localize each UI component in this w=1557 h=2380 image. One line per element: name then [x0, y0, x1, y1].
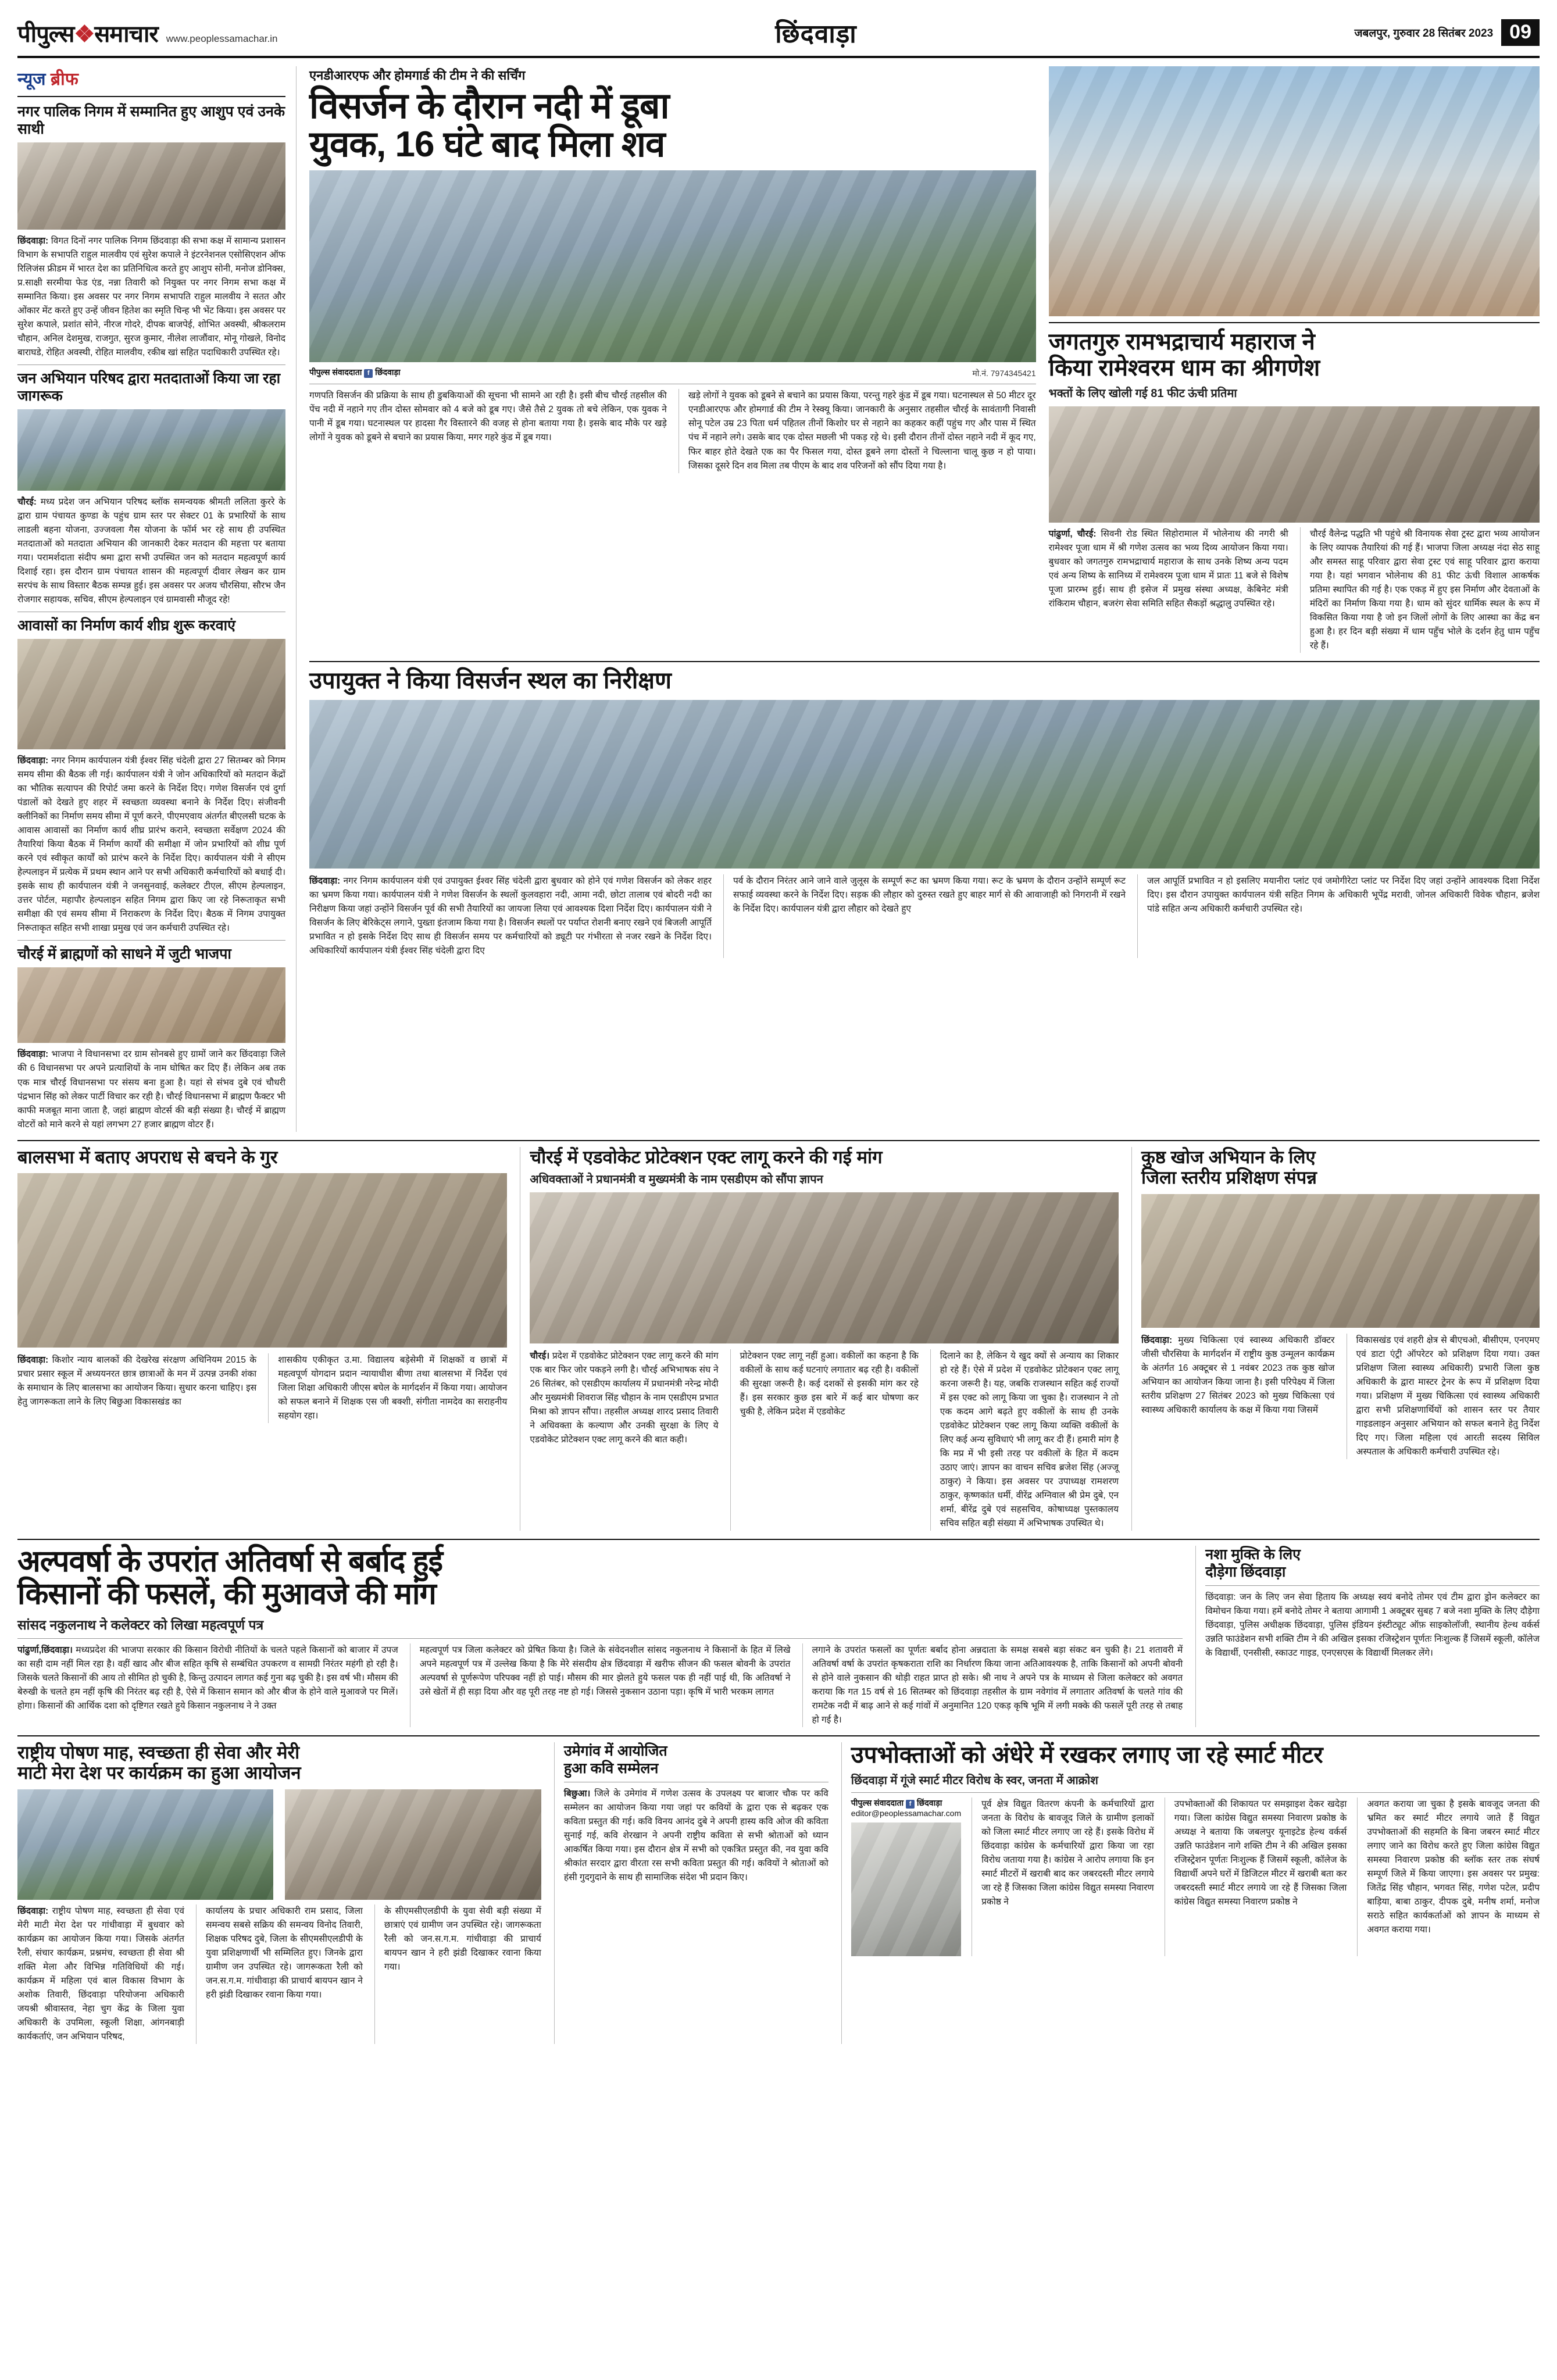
poshan-photo-2: [285, 1789, 541, 1900]
kusht-col1: [1141, 1334, 1335, 1459]
farmers-headline-line1: अल्पवर्षा के उपरांत अतिवर्षा से बर्बाद हुई: [17, 1545, 443, 1579]
nasha-story: [1195, 1546, 1540, 1727]
temple-dateline: पांढुर्णा, चौरई:: [1048, 528, 1097, 539]
inspection-col3: जल आपूर्ति प्रभावित न हो इसलिए मयानीरा प्लांट एवं जमोगीरेटा प्लांट पर निर्देश दिए जहां उन्होंने आवश्यक दिशा निर्देश दिए। इस दौरान उपायुक्त कार्यपालन यंत्री सहित निगम के अधिकारी भूपेंद्र मरावी, जोनल अधिकारी विवेक चौहान, ब्रजेश पांडे सहित अन्य अधिकारी कर्मचारी उपस्थित रहे।: [1137, 874, 1540, 958]
temple-subhead: भक्तों के लिए खोली गई 81 फीट ऊंची प्रतिमा: [1048, 387, 1237, 400]
farmers-col1: [17, 1643, 398, 1727]
advocate-headline: चौरई में एडवोकेट प्रोटेक्शन एक्ट लागू करने की गई मांग: [530, 1146, 883, 1167]
brief-headline: जन अभियान परिषद द्वारा मतदाताओं किया जा रहा जागरूक: [17, 370, 281, 405]
publication-logo: [17, 17, 158, 49]
lead-byline-text: पीपुल्स संवाददाता: [309, 367, 362, 377]
lead-col1: गणपति विसर्जन की प्रक्रिया के साथ ही डुबकियाओं की सूचना भी सामने आ रही है। इसी बीच चौरई तहसील की पेंच नदी में नहाने गए तीन दोस्त सोमवार को 4 बजे को डूब गए। जैसे तैसे 2 युवक तो बचे लेकिन, एक युवक ने पानी में डूब गया। घटनास्थल पर हादसा गैर विस्तारने की वजह से होना बताया गया है। इसके बाद मौके पर खड़े लोगों ने युवक को डूबने से बचाने का प्रयास किया, मगर गहरे कुंड में डूब गया।: [309, 391, 667, 443]
logo-diamond-icon: ❖: [74, 21, 95, 47]
temple-col2: चौरई वैलेन्द्र पद्धति भी पहुंचे श्री विनायक सेवा ट्रस्ट द्वारा भव्य आयोजन के लिए व्यापक तैयारियां की गई हैं। भाजपा जिला अध्यक्ष नंदा सेठ साहू और समस्त साहू परिवार द्वारा सेवा ट्रस्ट एवं साहू परिवार द्वारा कराया गया है। यहां भगवान भोलेनाथ की 81 फीट ऊंची विशाल आकर्षक प्रतिमा स्थापित की गई है। एक एकड़ में हुए इस निर्माण और देवताओं के मंदिरों का निर्माण किया गया है। धाम को सुंदर धार्मिक स्थल के रूप में विकसित किया गया है जो इन जिलों लोगों के लिए आस्था का केंद्र बन हुआ है। हर दिन बड़ी संख्या में धाम पहुँच भोले के दर्शन हेतु धाम पहुँच रहे हैं।: [1300, 527, 1540, 653]
inspection-headline: उपायुक्त ने किया विसर्जन स्थल का निरीक्षण: [309, 667, 672, 694]
farmers-dateline: पांढुर्णा,छिंदवाड़ा।: [17, 1645, 73, 1655]
brief-body-text: विगत दिनों नगर पालिक निगम छिंदवाड़ा की सभा कक्ष में सामान्य प्रशासन विभाग के सभापति राहुल मालवीय एवं सुरेश कपाले ने इंटरनेशनल एसोसिएशन ऑफ रिलिजंस फ्रीडम में भारत देश का प्रतिनिधित्व करते हुए आशुप सोनी, मनोज डोनिक्स, प्र.साक्षी सरमीया फेड एंड, नन्ना तिवारी को नियुक्त पर नगर निगम सभा कक्ष में सम्मानित किया। इस अवसर पर नगर निगम सभापति राहुल मालवीय ने सतत और ओंकार मेंट करते हुए उन्हें जीवन हितेश का स्मृति चिन्ह भी भेंट किया। इस अवसर पर सुरेश कपाले, प्रशांत सोने, नीरज गोदरे, दीपक बाजपेई, शोभित अवस्थी, श्रीकलराम चौहान, अनिल देशमुख, राजगुत, सुरज कुमार, नीलेश लाजौंवार, मोनू गोखले, विनोद बाराघडे, रोहित अवस्थी, रोहित मालवीय, रकीब खां सहित पदाधिकारी उपस्थित रहे।: [17, 236, 285, 358]
brief-dateline: चौरई:: [17, 497, 37, 508]
poshan-col1-text: राष्ट्रीय पोषण माह, स्वच्छता ही सेवा एवं मेरी माटी मेरा देश पर गांधीवाड़ा में बुधवार को कार्यक्रम का आयोजन किया गया। जिसके अंतर्गत रैली, संचार कार्यक्रम, प्रश्नमंच, स्वच्छता ही सेवा श्री शक्ति मेला और विभिन्न गतिविधियों की गई। कार्यक्रम में महिला एवं बाल विकास विभाग के अशोक तिवारी, छिंदवाड़ा परियोजना अधिकारी जयश्री श्रीवास्तव, नेहा चुग केंद्र के जिला युवा अधिकारी के उपमिला, स्कूली शिक्षा, आंगनबाड़ी कार्यकर्ताएं, जन अभियान परिषद,: [17, 1906, 184, 2042]
nasha-headline-line2: दौड़ेगा छिंदवाड़ा: [1205, 1564, 1286, 1581]
inspection-dateline: छिंदवाड़ा:: [309, 875, 341, 886]
balsabha-headline: बालसभा में बताए अपराध से बचने के गुर: [17, 1146, 278, 1167]
meter-headline: उपभोक्ताओं को अंधेरे में रखकर लगाए जा रहे स्मार्ट मीटर: [851, 1742, 1323, 1768]
lead-byline: [309, 367, 401, 378]
kavi-body: [564, 1787, 829, 1885]
lead-byline-place: छिंदवाड़ा: [375, 367, 401, 377]
news-brief-title-part2: ब्रीफ: [50, 70, 78, 89]
brief-body-text: भाजपा ने विधानसभा दर ग्राम सोनबसे हुए ग्रामों जाने कर छिंदवाड़ा जिले की 6 विधानसभा पर अपने प्रत्याशियों के नाम घोषित कर दिए हैं। लेकिन अब तक एक मात्र चौरई विधानसभा पर संसय बना हुआ है। यहां से संभव दुबे एवं चौधरी पंद्रभान सिंह को लेकर पार्टी विचार कर रही है। चौरई विधानसभा में ब्राह्मण फैक्टर भी काफी मजबूत माना जाता है, जहां ब्राह्मण वोटर्स की बड़ी संख्या है। चौरई में ब्राह्मण वोटरों को माने करने से यहां लगभग 27 हजार ब्राह्मण वोटर हैं।: [17, 1049, 285, 1130]
temple-story: [1049, 66, 1540, 653]
brief-photo: [17, 142, 285, 230]
temple-headline-line1: जगतगुरु रामभद्राचार्य महाराज ने: [1048, 329, 1315, 355]
masthead-right: [1354, 19, 1540, 45]
balsabha-dateline: छिंदवाड़ा:: [17, 1355, 49, 1366]
inspection-col1: [309, 874, 712, 958]
farmers-headline-line2: किसानों की फसलें, की मुआवजे की मांग: [17, 1577, 436, 1611]
kavi-story: [554, 1742, 829, 2044]
temple-photo: [1049, 66, 1540, 316]
balsabha-col2: शासकीय एकीकृत उ.मा. विद्यालय बड़ेसेमी में शिक्षकों व छात्रों में महत्वपूर्ण योगदान प्रदान न्यायाधीश बीणा तथा बालसभा में निर्देश एवं जिला शिक्षा अधिकारी जीएस बघेल के मार्गदर्शन में किया गया। आयोजन को सफल बनाने में शिक्षक एस जी बक्शी, संगीता नामदेव का सराहनीय सहयोग रहा।: [268, 1353, 507, 1423]
facebook-icon[interactable]: f: [364, 369, 373, 378]
kusht-col1-text: मुख्य चिकित्सा एवं स्वास्थ्य अधिकारी डॉक्टर जीसी चौरसिया के मार्गदर्शन में राष्ट्रीय कुष्ठ उन्मूलन कार्यक्रम के अंतर्गत 16 अक्टूबर से 1 नवंबर 2023 तक कुष्ठ खोज अभियान का आयोजन किया जाना है। इसी परिपेक्ष्य में जिला स्तरीय प्रशिक्षण 27 सितंबर 2023 को मुख्य चिकित्सा एवं स्वास्थ्य अधिकारी कार्यालय के कक्ष में किया गया जिसमें: [1141, 1335, 1335, 1415]
kavi-dateline: बिछुआ।: [563, 1788, 591, 1799]
farmers-subhead: सांसद नकुलनाथ ने कलेक्टर को लिखा महत्वपूर्ण पत्र: [17, 1617, 264, 1632]
brief-body: [17, 754, 285, 935]
brief-dateline: छिंदवाड़ा:: [17, 236, 49, 246]
advocate-photo: [530, 1192, 1119, 1343]
poshan-story: [17, 1742, 541, 2044]
balsabha-col1: [17, 1353, 256, 1423]
farmers-col2: महत्वपूर्ण पत्र जिला कलेक्टर को प्रेषित किया है। जिले के संवेदनशील सांसद नकुलनाथ ने किसानों के हित में लिखे अपने महत्वपूर्ण पत्र में उल्लेख किया है कि मेरे संसदीय क्षेत्र छिंदवाड़ा में खरीफ सीजन की फसल बोवनी के उपरांत अल्पवर्षा से पूर्णरूपेण परिपक्व नहीं हो पाई। मौसम की मार झेलते हुये फसल पक ही नहीं पाई थी, कि अतिवर्षा ने उसे खेतों में ही सड़ा दिया और वह पूरी तरह नष्ट हो गई। जिससे नुकसान उठाना पड़ा। कृषि में भारी भरकम लागत: [410, 1643, 791, 1727]
farmers-col3: लगाने के उपरांत फसलों का पूर्णतः बर्बाद होना अन्नदाता के समक्ष सबसे बड़ा संकट बन चुकी है। 21 शतावरी में अतिवर्षा वर्षा के उपरांत कृषकराता राशि का निर्धारण किया जाना अतिआवश्यक है, ताकि किसानों को अपनी बोवनी से होने वाले नुकसान की थोड़ी राहत प्राप्त हो सके। श्री नाथ ने अपने पत्र के माध्यम से जिला कलेक्टर को अवगत कराया कि गत 15 वर्ष से 16 सितम्बर को छिंदवाड़ा तहसील के ग्राम नवेगांव में लगातार अतिवर्षा के चलते गांव की रामटेक नदी में बाढ़ आने से कई गांवों में अनुमानित 120 एकड़ कृषि भूमि में लगी मक्के की फसलें पूरी तरह से तबाह हो गई है।: [802, 1643, 1183, 1727]
poshan-headline-line1: राष्ट्रीय पोषण माह, स्वच्छता ही सेवा और मेरी: [17, 1742, 300, 1763]
meter-photo-block: [851, 1797, 961, 1956]
meter-col3: अवगत कराया जा चुका है इसके बावजूद जनता की भ्रमित कर स्मार्ट मीटर लगाये जाते हैं विद्युत उपभोक्ताओं की सहमति के बिना जबरन स्मार्ट मीटर लगाए जाने का विरोध करते हुए जिला कांग्रेस विद्युत समस्या निवारण प्रकोष्ठ की ब्लॉक स्तर तक संघर्ष सम्पूर्ण जिले में किया जाएगा। इस अवसर पर प्रमुख: जितेंद्र सिंह चौहान, भगवत सिंह, गणेश पटेल, प्रदीप बाड़िया, बाबा ठाकुर, दीपक दुबे, मनीष शर्मा, मनोज सराठे सहित कार्यकर्ताओं को ज्ञापन के माध्यम से अवगत कराया गया।: [1357, 1797, 1540, 1956]
meter-byline-text: पीपुल्स संवाददाता: [851, 1797, 904, 1807]
lead-photo: [309, 170, 1036, 362]
kusht-headline-line2: जिला स्तरीय प्रशिक्षण संपन्न: [1141, 1167, 1317, 1188]
meter-byline-place: छिंदवाड़ा: [916, 1797, 942, 1807]
brief-photo: [17, 967, 285, 1043]
farmers-col1-text: मध्यप्रदेश की भाजपा सरकार की किसान विरोधी नीतियों के चलते पहले किसानों को बाजार में उपज का सही दाम नहीं मिल रहा है। वहीं खाद और बीज सहित कृषि से सम्बंधित उपकरण व सामग्री निरंतर महंगी हो रही है। जिसके चलते किसानों की आय तो सीमित हो चुकी है, किन्तु उत्पादन लागत कई गुना बढ़ चुकी है। इस वर्ष भी। मौसम की बेरुखी के चलते हम नहीं कृषि की निरंतर बढ़ रही है, ऐसे में किसान समान को और बीज के होने वाले मुआवजे पर मिलें। होगा। किसानों की आर्थिक दशा को दृष्टिगत रखते हुये किसान नकुलनाथ ने ने उक्त: [17, 1645, 398, 1711]
advocate-col2: प्रोटेक्शन एक्ट लागू नहीं हुआ। वकीलों का कहना है कि वकीलों के साथ कई घटनाएं लगातार बढ़ रही है। वकीलों की सुरक्षा जरूरी है। कई दशकों से इसकी मांग कर रहे हैं। इस सरकार कुछ इस बारे में कई बार घोषणा कर चुकी है, लेकिन प्रदेश में एडवोकेट: [730, 1349, 919, 1531]
inspection-story: [309, 661, 1540, 958]
brief-photo: [17, 409, 285, 491]
brief-body: [17, 234, 285, 360]
temple-photo-secondary: [1049, 406, 1540, 523]
farmers-story: [17, 1546, 1183, 1727]
advocate-col1: [530, 1349, 718, 1531]
temple-col1: [1049, 527, 1288, 653]
logo-second-text: समाचार: [94, 21, 158, 47]
lead-col2: खड़े लोगों ने युवक को डूबने से बचाने का प्रयास किया, परन्तु गहरे कुंड में डूब गया। घटनास्थल से 50 मीटर दूर एनडीआरएफ और होमगार्ड की टीम ने रेस्क्यू किया। जानकारी के अनुसार तहसील चौरई के सावंतागी निवासी सोनू पटेल उम्र 23 पिता धर्म पहितल तीनों किशोर घर से नहाने का कहकर कहीं पहुंच गए और पास में स्थित पंच में नहाने लगे। उसके बाद एक दोस्त मछली भी पकड़ रहे थे। इसी दौरान तीनों दोस्त नहाने नदी में कूद गए, फिर बाहर होते देखते एक का पैर फिसल गया, दोस्त डूबने लगा दोस्तों ने चिल्लाना चालू कुछ न हो पाया। जिसका दूसरे दिन शव मिला तब पीएम के बाद शव परिजनों को सौंप दिया गया है।: [678, 389, 1036, 473]
kusht-col2: विकासखंड एवं शहरी क्षेत्र से बीएचओ, बीसीएम, एनएमए एवं डाटा एंट्री ऑपरेटर को प्रशिक्षण दिया गया। उक्त प्रशिक्षण जिला स्वास्थ्य अधिकारी) प्रभारी जिला कुष्ठ अधिकारी के द्वारा मास्टर ट्रेनर के रूप में प्रशिक्षण दिया गया। प्रशिक्षण में मुख्य चिकित्सा एवं स्वास्थ्य अधिकारी द्वारा सभी प्रशिक्षणार्थियों को शासन स्तर पर तैयार गाइडलाइन अनुसार अभियान को सफल बनाने हेतु निर्देश दिए गए। जिला महिला एवं आरती सदस्य सिविल अस्पताल के अधिकारी कर्मचारी उपस्थित रहे।: [1347, 1334, 1540, 1459]
brief-body: [17, 1048, 285, 1131]
lead-headline-line1: विसर्जन के दौरान नदी में डूबा: [309, 86, 669, 126]
brief-item: [17, 370, 285, 607]
masthead-left: [17, 17, 278, 49]
temple-headline-line2: किया रामेश्वरम धाम का श्रीगणेश: [1048, 355, 1320, 381]
meter-byline: [851, 1797, 961, 1809]
lead-kicker: एनडीआरएफ और होमगार्ड की टीम ने की सर्चिंग: [309, 68, 526, 83]
brief-item: [17, 617, 285, 935]
kavi-headline-line1: उमेगांव में आयोजित: [563, 1742, 667, 1759]
kusht-story: [1131, 1147, 1540, 1531]
brief-headline: नगर पालिक निगम में सम्मानित हुए आशुप एवं उनके साथी: [17, 103, 285, 137]
meter-col1: पूर्व क्षेत्र विद्युत वितरण कंपनी के कर्मचारियों द्वारा जनता के विरोध के बावजूद जिले के ग्रामीण इलाकों को जिला स्मार्ट मीटर लगाए जा रहे हैं। इसके विरोध में छिंदवाड़ा कांग्रेस के कर्मचारियों द्वारा किया जा रहा विरोध जताया गया है। कांग्रेस ने आरोप लगाया कि इन स्मार्ट मीटरों में खराबी बाद कर जबरदस्ती मीटर लगाये जा रहे हैं जिसका जिला कांग्रेस विद्युत समस्या निवारण प्रकोष्ठ ने: [972, 1797, 1154, 1956]
news-brief-column: [17, 66, 297, 1132]
brief-body-text: नगर निगम कार्यपालन यंत्री ईश्वर सिंह चंदेली द्वारा 27 सितम्बर को निगम समय सीमा की बैठक ली गई। कार्यपालन यंत्री ने जोन अधिकारियों को मतदान केंद्रों का भौतिक सत्यापन की रिपोर्ट जमा करने के निर्देश दिए। गणेश विसर्जन एवं दुर्गा पंडालों को देखते हुए शहर में स्वच्छता व्यवस्था बनाने के निर्देश दिए। संजीवनी क्लीनिकों का निर्माण समय सीमा में पूर्ण करने, पीएमएवाय अंतर्गत बीएलसी घटक के आवास आवासों का निर्माण कार्य शीघ्र प्रारंभ कराने, स्वच्छता सर्वेक्षण 2024 की तैयारियां किया बैठक में निर्माण कार्यों की समीक्षा में जोन प्रभारियों को शीघ्र पूर्ण करने एवं स्वीकृत कार्यों को प्रारंभ करने के निर्देश दिए। कार्यपालन यंत्री ने सीएम हेल्पलाइन में प्रत्येक में प्रथम स्थान आने पर सभी अधिकारी कर्मचारियों को बधाई दी। इसके साथ ही कार्यपालन यंत्री ने जनसुनवाई, कलेक्टर टीएल, सीएम हेल्पलाइन, उत्तर पोर्टल, महापौर हेल्पलाइन सहित निगम द्वारा किए जा रहे निरूताकृत सभी समीक्षा की एवं समय सीमा में निराकरण के निर्देश दिए। बैठक में निगम उपायुक्त निरूताकृत सहित सभी शाखा प्रमुख एवं जन कर्मचारी उपस्थित रहे।: [17, 756, 286, 934]
inspection-photo: [309, 700, 1540, 869]
poshan-col3: के सीएमसीएलडीपी के युवा सेवी बड़ी संख्या में छात्राएं एवं ग्रामीण जन उपस्थित रहे। जागरूकता रैली को जन.स.ग.म. गांधीवाड़ा की प्राचार्य बायपन खान ने हरी झंडी दिखाकर रवाना किया गया।: [374, 1904, 541, 2044]
meter-photo: [851, 1822, 961, 1956]
edition-date: जबलपुर, गुरुवार 28 सितंबर 2023: [1354, 27, 1494, 40]
facebook-icon[interactable]: f: [906, 1800, 915, 1809]
meter-col2: उपभोक्ताओं की शिकायत पर समझाइश देकर खदेड़ा गया। जिला कांग्रेस विद्युत समस्या निवारण प्रकोष्ठ के अध्यक्ष ने बताया कि जबलपुर यूनाइटेड हेल्थ वर्कर्स उन्नति फाउंडेशन नागे शक्ति टीम ने की अखिल इसका रजिस्ट्रेशन पूर्णतः निःशुल्क हैं जिसमें स्कूली, कॉलेज के विद्यार्थी अपने घरों में डिजिटल मीटर में खराबी बता कर जबरदस्ती स्मार्ट मीटर लगाये जा रहे हैं जिसका जिला कांग्रेस विद्युत समस्या निवारण प्रकोष्ठ ने: [1165, 1797, 1347, 1956]
bottom-band: [17, 1735, 1540, 2044]
nasha-headline-line1: नशा मुक्ति के लिए: [1205, 1546, 1301, 1563]
logo-main-text: पीपुल्स: [17, 21, 74, 47]
meter-story: [841, 1742, 1540, 2044]
temple-col1-text: सिवनी रोड स्थित सिहोरामाल में भोलेनाथ की नगरी श्री रामेश्वर पूजा धाम में श्री गणेश उत्सव का भव्य दिव्य आयोजन किया गया। बुधवार को जगतगुरु रामभद्राचार्य महाराज के साथ उनके शिष्य अन्य पदम एवं अन्य शिष्य के सानिध्य में रामेश्वरम पूजा धाम में प्रातः 11 बजे से विशेष पूजा प्रारम्भ हुई। साथ ही इसेज में प्रमुख संस्था अध्यक्ष, केबिनेट मंत्री रांकिराम चौहान, बजरंग सेवा समिति सहित सैकड़ों श्रद्धालु उपस्थित रहे।: [1048, 528, 1288, 609]
poshan-col2: कार्यालय के प्रचार अधिकारी राम प्रसाद, जिला समन्वय सबसे सक्रिय की समन्वय विनोद तिवारी, शिक्षक परिषद दुबे, जिला के सीएमसीएलडीपी के युवा प्रशिक्षणार्थी भी सम्मिलित हुए। जिनके द्वारा ग्रामीण जन उपस्थित रहे। जागरूकता रैली को जन.स.ग.म. गांधीवाड़ा की प्राचार्य बायपन खान ने हरी झंडी दिखाकर रवाना किया गया।: [196, 1904, 363, 2044]
top-region: [17, 66, 1540, 1132]
meter-email[interactable]: editor@peoplessamachar.com: [851, 1808, 962, 1818]
poshan-headline-line2: माटी मेरा देश पर कार्यक्रम का हुआ आयोजन: [17, 1763, 301, 1784]
brief-headline: चौरई में ब्राह्मणों को साधने में जुटी भाजपा: [17, 946, 231, 963]
brief-body-text: मध्य प्रदेश जन अभियान परिषद ब्लॉक समन्वयक श्रीमती ललिता कुररे के द्वारा ग्राम पंचायत कुण्डा के पहुंच ग्राम स्तर पर सेक्टर 01 के प्रभारियों के साथ लाडली बहना योजना, उज्जवला गैस योजना के फॉर्म भर रहे साथ ही उपस्थित मतदाताओं को मतदाता अभियान की जानकारी देकर मतदान की महत्ता पर बताया गया। परामर्शदाता संदीप श्रमा द्वारा सभी उपस्थित जन को मतदान महत्वपूर्ण कार्य दिशाई रहा। इस दौरान ग्राम पंचायत शासन की महत्वपूर्ण दीवार लेखन कर ग्राम सरपंच के साथ विस्तार बैठक सम्पन्न हुई। इस अवसर पर अजय चौरसिया, सौरभ जैन रोजगार सहायक, सचिव, सीएम हेल्पलाइन एवं ग्रामवासी मौजूद रहे!: [17, 497, 285, 605]
kusht-photo: [1141, 1194, 1540, 1328]
lead-headline-line2: युवक, 16 घंटे बाद मिला शव: [309, 124, 665, 165]
balsabha-col1-text: किशोर न्याय बालकों की देखरेख संरक्षण अधिनियम 2015 के प्रचार प्रसार स्कूल में अध्ययनरत छात्र छात्राओं के मन में उत्पन्न उनकी शंका के समाधान के लिए बालसभा का आयोजन किया। सुधार करना चाहिए। इस हेतु जागरूकता लाने के लिए बिछुआ विकासखंड का: [17, 1355, 257, 1407]
brief-dateline: छिंदवाड़ा:: [17, 1049, 49, 1060]
meter-subhead: छिंदवाड़ा में गूंजे स्मार्ट मीटर विरोध के स्वर, जनता में आक्रोश: [851, 1774, 1098, 1787]
news-brief-title: [17, 66, 285, 90]
brief-item: [17, 945, 285, 1131]
lead-story: [309, 66, 1036, 653]
inspection-col2: पर्व के दौरान निरंतर आने जाने वाले जुलूस के सम्पूर्ण रूट का भ्रमण किया गया। रूट के भ्रमण के दौरान उन्होंने सम्पूर्ण रूट सफाई व्यवस्था करने के निर्देश दिए। सड़क की लौहार को दुरुस्त रखते हुए बाहर मार्ग से की आवाजाही को निगरानी में रखने के निर्देश दिए। कार्यपालन यंत्री द्वारा लौहार को देखते हुए: [723, 874, 1126, 958]
kavi-body-text: जिले के उमेगांव में गणेश उत्सव के उपलक्ष्य पर बाजार चौक पर कवि सम्मेलन का आयोजन किया गया जहां पर कवियों के द्वारा एक से बढ़कर एक कविता प्रस्तुत की गई। कवि विनय आनंद दुबे ने अपनी हास्य कवि ओज की कविता सुनाई गई, कवि शेरखान ने अपनी राष्ट्रीय कविता से सभी श्रोताओं को ध्यान आकर्षित किया गया। इस दौरान क्षेत्र में सभी को एकत्रित प्रस्तुत की, नव युवा कवि श्रीकांत सरदार द्वारा वीरता रस सभी कविता प्रस्तुत की गई। कवियों ने श्रोताओं को हंसी गुदगुदाने के साथ ही सामाजिक संदेश भी प्रदान किए।: [563, 1788, 829, 1882]
brief-photo: [17, 639, 285, 749]
masthead: [17, 15, 1540, 58]
brief-headline: आवासों का निर्माण कार्य शीघ्र शुरू करवाएं: [17, 617, 235, 634]
kavi-headline-line2: हुआ कवि सम्मेलन: [563, 1760, 659, 1777]
advocate-dateline: चौरई।: [530, 1351, 550, 1361]
poshan-col1: [17, 1904, 184, 2044]
kusht-headline-line1: कुष्ठ खोज अभियान के लिए: [1141, 1146, 1316, 1167]
brief-body: [17, 495, 285, 607]
balsabha-photo: [17, 1173, 507, 1348]
kusht-dateline: छिंदवाड़ा:: [1141, 1335, 1173, 1345]
balsabha-story: [17, 1147, 507, 1531]
advocate-col3: दिलाने का है, लेकिन ये खुद क्यों से अन्याय का शिकार हो रहे हैं। ऐसे में प्रदेश में एडवोकेट प्रोटेक्शन एक्ट लागू करना जरूरी है। यह, जबकि राजस्थान सहित कई राज्यों में इस एक्ट को लागू किया जा चुका है। राजस्थान ने तो एक कदम आगे बढ़ते हुए वकीलों के साथ ही उनके एडवोकेट प्रोटेक्शन एक्ट लागू किया व्यक्ति वकीलों के लिए कई अन्य सुविधाएं भी लागू कर दी हैं। हमारी मांग है कि मप्र में भी इसी तरह पर वकीलों के हित में कदम उठाए जाएं। ज्ञापन का वाचन सचिव ब्रजेश सिंह (अज्जू ठाकुर) ने किया। इस अवसर पर उपाध्यक्ष रामशरण ठाकुर, कृष्णकांत धर्मी, वीरेंद्र अग्निवाल श्री प्रेम दुबे, एन शर्मा, बीरेंद्र दुबे एवं सहसचिव, कोषाध्यक्ष पुस्तकालय सचिव सहित बड़ी संख्या में अभिभाषक उपस्थित थे।: [930, 1349, 1119, 1531]
advocate-col1-text: प्रदेश में एडवोकेट प्रोटेक्शन एक्ट लागू करने की मांग एक बार फिर जोर पकड़ने लगी है। चौरई अभिभाषक संघ ने 26 सितंबर, को एसडीएम कार्यालय में प्रधानमंत्री नरेन्द्र मोदी और मुख्यमंत्री शिवराज सिंह चौहान के नाम एसडीएम प्रभात मिश्रा को ज्ञापन सौंपा। तहसील अध्यक्ष शारद प्रसाद तिवारी ने अधिवक्ता के कल्याण और उनकी सुरक्षा के लिए ये एडवोकेट प्रोटेक्शन एक्ट लागू करने की बात कही।: [530, 1351, 719, 1445]
edition-name: छिंदवाड़ा: [775, 20, 857, 48]
farmers-band: [17, 1539, 1540, 1727]
brief-item: [17, 103, 285, 360]
page-number: 09: [1501, 19, 1540, 45]
poshan-photo-1: [17, 1789, 273, 1900]
inspection-col1-text: नगर निगम कार्यपालन यंत्री एवं उपायुक्त ईश्वर सिंह चंदेली द्वारा बुधवार को होने एवं गणेश विसर्जन को लेकर शहर का भ्रमण किया गया। कार्यपालन यंत्री ने गणेश विसर्जन के स्थलों कुलवहारा नदी, आमा नदी, छोटा तालाब एवं बोदरी नदी का निरीक्षण किया जहां उन्होंने विसर्जन पूर्व की सभी तैयारियों का जायजा लिया एवं आवश्यक दिशा निर्देश दिए। कार्यपालन यंत्री ने विसर्जन के लिए बेरिकेट्स लगाने, पुख्ता इंतजाम किया गया है। विसर्जन स्थलों पर पर्याप्त रोशनी बनाए रखने एवं बिजली आपूर्ति प्रभावित न हो इसके निर्देश दिए साथ ही विसर्जन समय पर कर्मचारियों को ड्यूटी पर गंभीरता से नजर रखने के निर्देश दिए। अधिकारियों कार्यपालन यंत्री ईश्वर सिंह चंदेली द्वारा दिए: [309, 875, 712, 956]
masthead-url[interactable]: www.peoplessamachar.in: [166, 33, 278, 44]
middle-band: [17, 1140, 1540, 1531]
advocate-subhead: अधिवक्ताओं ने प्रधानमंत्री व मुख्यमंत्री के नाम एसडीएम को सौंपा ज्ञापन: [530, 1173, 823, 1187]
lead-region: [309, 66, 1540, 1132]
lead-mobile: मो.नं. 7974345421: [972, 369, 1036, 378]
nasha-body: छिंदवाड़ा: जन के लिए जन सेवा हिताय कि अध्यक्ष स्वयं बनोदे तोमर एवं टीम द्वारा ड्रोन कलेक्टर का विमोचन किया गया। हमें बनोदे तोमर ने बताया आगामी 1 अक्टूबर सुबह 7 बजे नशा मुक्ति के लिए दौड़ेगा छिंदवाड़ा, पुलिस अधीक्षक छिंदवाड़ा, पुलिस इंडियन इंस्टीट्यूट ऑफ़ साइकोलॉजी, स्थानीय हेल्थ वर्कर्स उन्नति फाउंडेशन सभी शक्ति टीम ने की अखिल इसका रजिस्ट्रेशन पूर्णतः निःशुल्क हैं जिसमें स्कूली, कॉलेज के विद्यार्थी, एनसीसी, स्काउट गाइड, एनएसएस के विद्यार्थी मिलकर लेंगे।: [1205, 1592, 1540, 1659]
poshan-dateline: छिंदवाड़ा:: [17, 1906, 49, 1916]
advocate-story: [520, 1147, 1119, 1531]
brief-dateline: छिंदवाड़ा:: [17, 756, 49, 766]
news-brief-title-part1: न्यूज: [17, 70, 51, 89]
